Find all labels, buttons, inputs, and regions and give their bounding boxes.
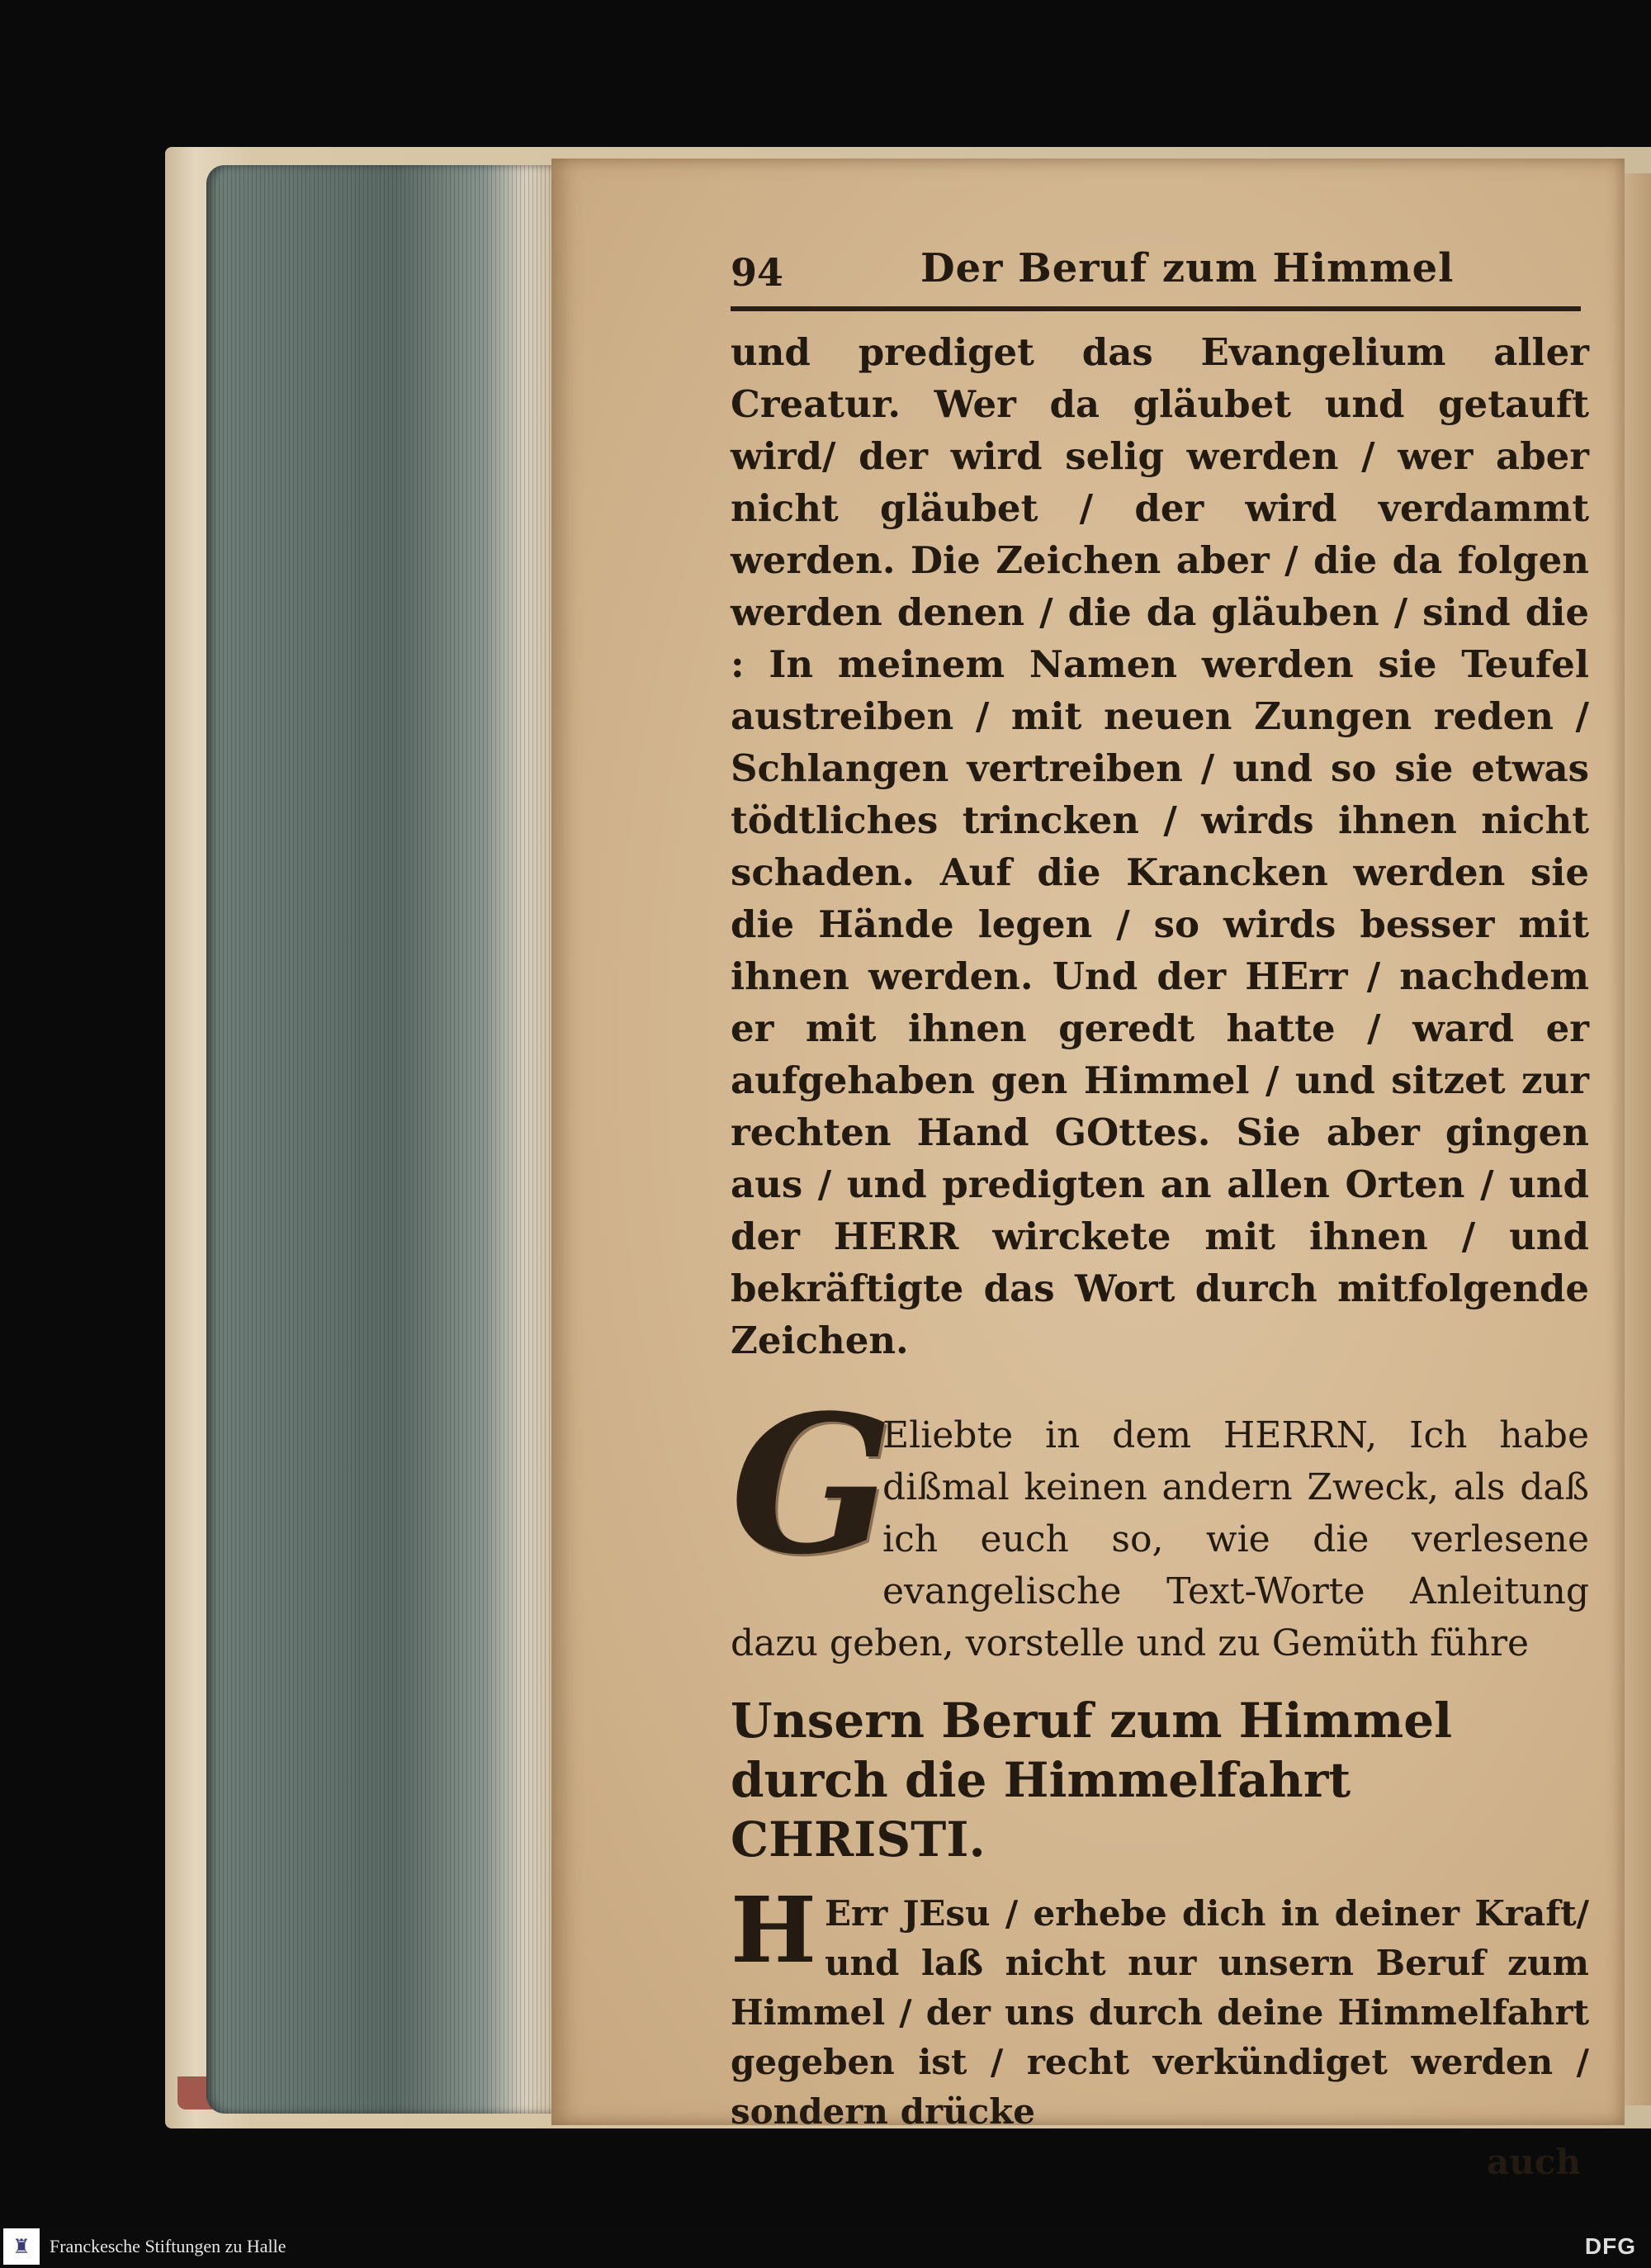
catchword: auch bbox=[1487, 2142, 1581, 2182]
scripture-text: und prediget das Evangelium aller Creatur. Wer da gläubet und getauft wird/ der wird selig werden / wer aber nicht gläubet / der wird verdammt werden. Die Zeichen aber / die da folgen werden denen / die da gläuben / sind die : In meinem Namen werden sie Teufel austreiben / mit neuen Zungen reden / Schlangen vertreiben / und so sie etwas tödtliches trincken / wirds ihnen nicht schaden. Auf die Krancken werden sie die Hände legen / so wirds besser mit ihnen werden. Und der HErr / nachdem er mit ihnen geredt hatte / ward er aufgehaben gen Himmel / und sitzet zur rechten Hand GOttes. Sie aber gingen aus / und predigten an allen Orten / und der HERR wirckete mit ihnen / und bekräftigte das Wort durch mitfolgende Zeichen. bbox=[731, 330, 1589, 1362]
dfg-logo: DFG bbox=[1584, 2233, 1636, 2259]
running-title: Der Beruf zum Himmel bbox=[920, 245, 1455, 291]
page-edges bbox=[206, 165, 553, 2114]
tower-icon: ♜ bbox=[12, 2235, 31, 2258]
page-number: 94 bbox=[731, 250, 784, 295]
page-header bbox=[731, 235, 1589, 301]
intro-paragraph: Eliebte in dem HERRN, Ich habe dißmal keinen andern Zweck, als daß ich euch so, wie die verlesene evangelische Text-Worte Anleitung dazu geben, vorstelle und zu Gemüth führe bbox=[731, 1414, 1589, 1664]
drop-cap: G bbox=[731, 1374, 893, 1597]
institution-name: Franckesche Stiftungen zu Halle bbox=[50, 2236, 286, 2256]
page-gutter bbox=[1625, 173, 1651, 2105]
viewer-footer bbox=[0, 2225, 1651, 2268]
sermon-intro bbox=[731, 1374, 1589, 2182]
sermon-theme: Unsern Beruf zum Himmel durch die Himmelfahrt CHRISTI. bbox=[731, 1693, 1453, 1868]
header-rule bbox=[731, 306, 1581, 311]
prayer-paragraph bbox=[731, 1877, 1589, 2137]
prayer-text: Err JEsu / erhebe dich in deiner Kraft/ und laß nicht nur unsern Beruf zum Himmel / der uns durch deine Himmelfahrt gegeben ist / recht verkündiget werden / sondern drücke bbox=[731, 1893, 1589, 2132]
prayer-initial: H bbox=[731, 1877, 816, 1983]
scripture-passage bbox=[731, 326, 1589, 1366]
page-text bbox=[731, 235, 1589, 2182]
institution-logo bbox=[3, 2228, 40, 2265]
